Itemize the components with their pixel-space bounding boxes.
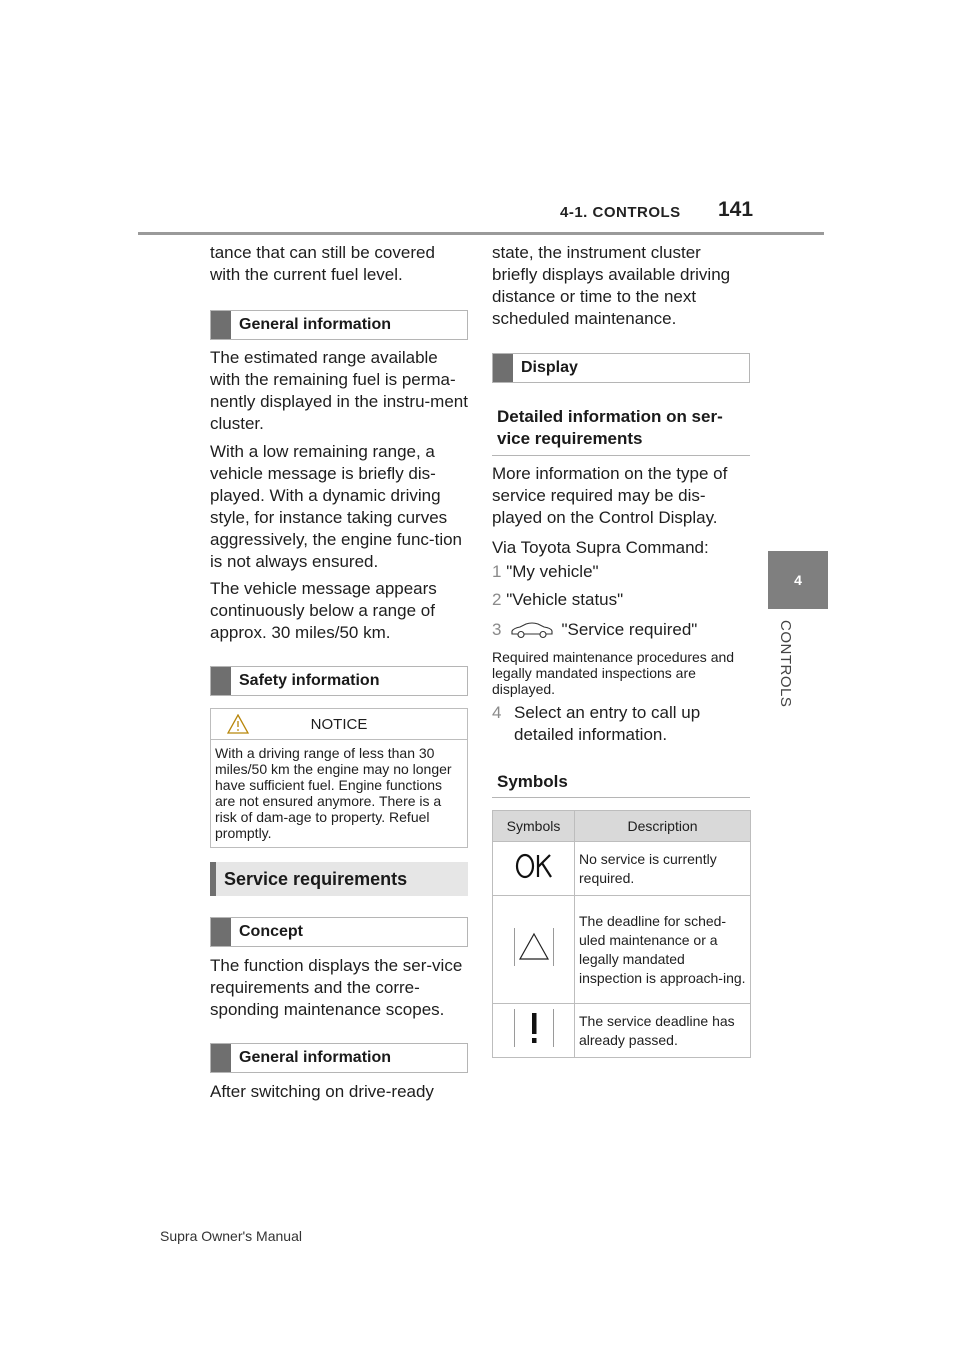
- column-header-symbols: Symbols: [493, 811, 575, 842]
- table-row: [493, 896, 751, 1004]
- symbols-heading-rule: [492, 797, 750, 798]
- table-row: [493, 842, 751, 896]
- range-paragraph-2: With a low remaining range, a vehicle message is briefly dis-played. With a dynamic driving style, for instance taking curves aggressively, the engine func-tion is not always ensured.: [210, 442, 463, 571]
- step-1: 1 "My vehicle": [492, 562, 599, 581]
- symbols-heading: Symbols: [497, 772, 568, 791]
- concept-paragraph: The function displays the ser-vice requirements and the corre-sponding maintenance scopes.: [210, 956, 463, 1019]
- warning-triangle-icon: [227, 714, 249, 734]
- notice-text: With a driving range of less than 30 miles/50 km the engine may no longer have sufficient fuel. Engine functions are not ensured anymore. There is a risk of dam-age to property. Refuel promptly.: [215, 745, 452, 841]
- range-paragraph-3: The vehicle message appears continuously below a range of approx. 30 miles/50 km.: [210, 579, 437, 642]
- exclamation-icon: [515, 1009, 553, 1047]
- notice-label: NOTICE: [310, 715, 368, 733]
- intro-paragraph: tance that can still be covered with the current fuel level.: [210, 243, 435, 284]
- description-cell: The deadline for sched-uled maintenance or a legally mandated inspection is approach-ing.: [575, 896, 751, 1004]
- ok-icon: [514, 851, 554, 881]
- chapter-tab: [768, 551, 828, 609]
- safety-information-heading: Safety information: [210, 666, 468, 696]
- step-3: 3 "Service required": [492, 620, 698, 639]
- description-cell: The service deadline has already passed.: [575, 1004, 751, 1058]
- symbols-table: [492, 810, 751, 1058]
- column-header-description: Description: [575, 811, 751, 842]
- continued-paragraph: state, the instrument cluster briefly displays available driving distance or time to the next scheduled maintenance.: [492, 243, 731, 328]
- header-divider: [138, 232, 824, 235]
- step-4: 4 Select an entry to call up detailed information.: [492, 703, 701, 744]
- step-2: 2 "Vehicle status": [492, 590, 624, 609]
- after-switching-paragraph: After switching on drive-ready: [210, 1082, 434, 1101]
- more-information-paragraph: More information on the type of service required may be dis-played on the Control Display.: [492, 464, 728, 527]
- table-header-row: [493, 811, 751, 842]
- general-information-heading: General information: [210, 310, 468, 340]
- table-row: [493, 1004, 751, 1058]
- concept-heading: Concept: [210, 917, 468, 947]
- steps-note: Required maintenance procedures and legally mandated inspections are displayed.: [492, 649, 735, 697]
- display-heading: Display: [492, 353, 750, 383]
- via-command-paragraph: Via Toyota Supra Command:: [492, 538, 709, 557]
- section-title: 4-1. CONTROLS: [560, 204, 681, 221]
- service-requirements-heading: Service requirements: [210, 862, 468, 896]
- detail-heading-rule: [492, 455, 750, 456]
- car-icon: [509, 621, 555, 639]
- page-number: 141: [718, 198, 754, 221]
- chapter-number: 4: [794, 572, 802, 588]
- range-paragraph-1: The estimated range available with the remaining fuel is perma-nently displayed in the instru-ment cluster.: [210, 348, 468, 433]
- notice-box: [210, 708, 468, 848]
- general-information-heading-2: General information: [210, 1043, 468, 1073]
- warning-triangle-icon: [515, 928, 553, 966]
- description-cell: No service is currently required.: [575, 842, 751, 896]
- chapter-label: CONTROLS: [777, 620, 794, 708]
- detailed-information-heading: Detailed information on ser-vice requirements: [497, 407, 723, 448]
- footer-manual-title: Supra Owner's Manual: [160, 1228, 302, 1244]
